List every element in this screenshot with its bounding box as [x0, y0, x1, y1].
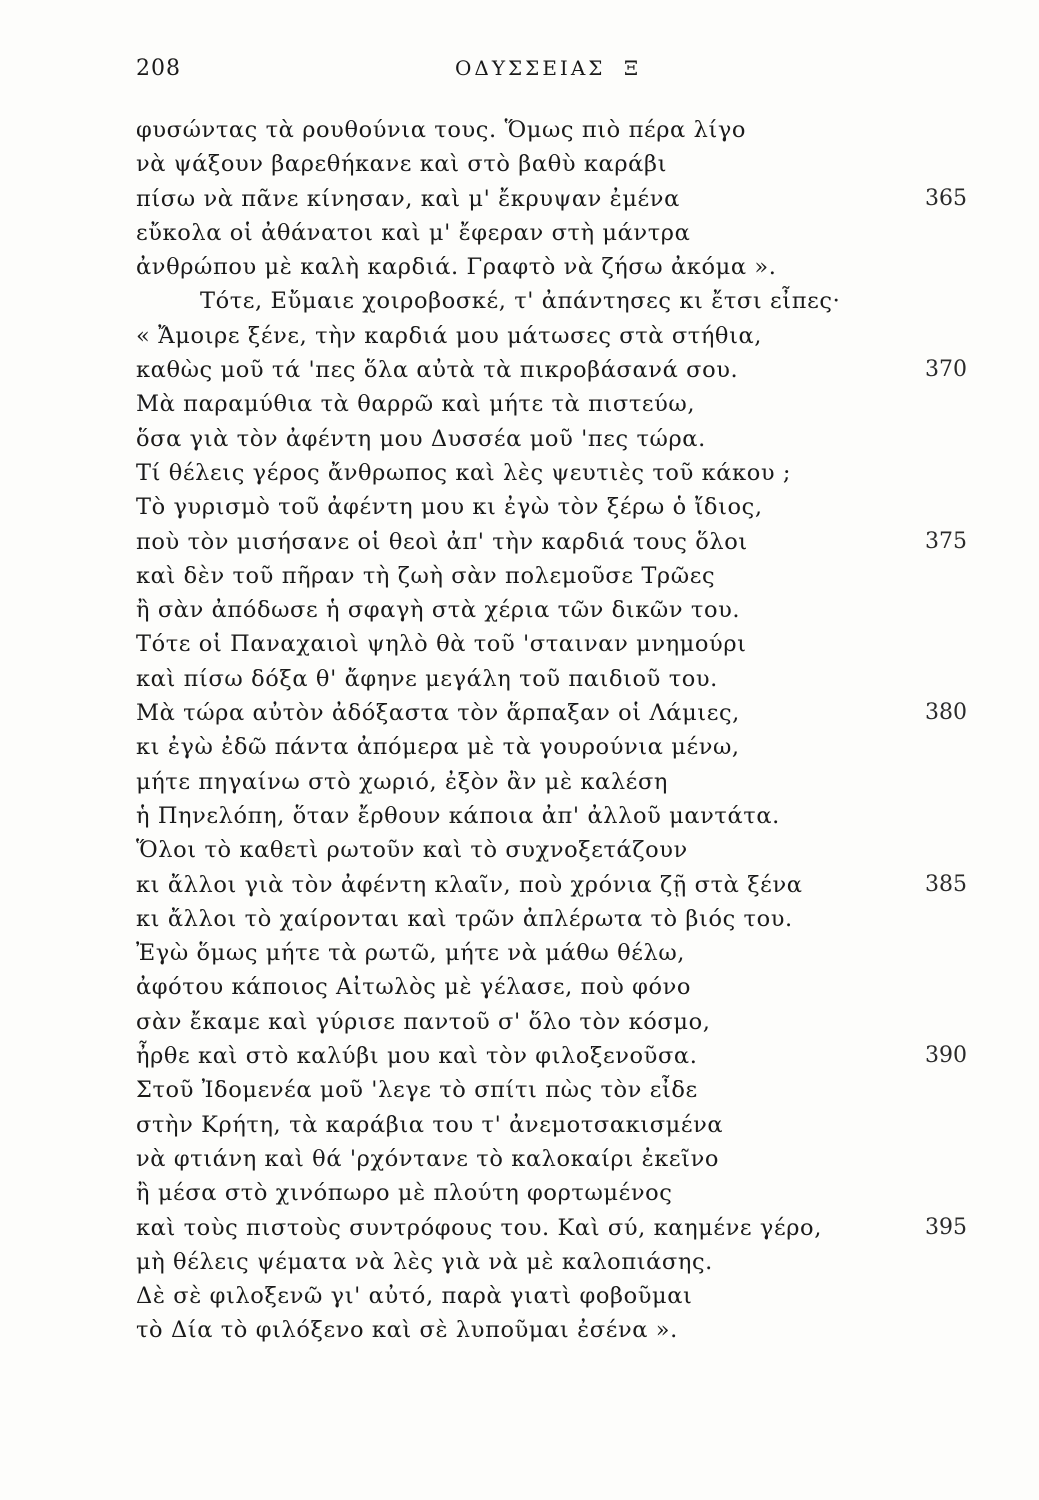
- verse-text: Μὰ τώρα αὐτὸν ἀδόξαστα τὸν ἅρπαξαν οἱ Λάμιες,: [136, 700, 740, 727]
- verse-text: ἦρθε καὶ στὸ καλύβι μου καὶ τὸν φιλοξενοῦσα.: [136, 1043, 698, 1070]
- verse-text: Ἐγὼ ὅμως μήτε τὰ ρωτῶ, μήτε νὰ μάθω θέλω,: [136, 940, 686, 967]
- verse-line: [0, 559, 1039, 593]
- verse-text: σὰν ἔκαμε καὶ γύρισε παντοῦ σ' ὅλο τὸν κόσμο,: [136, 1008, 711, 1035]
- verse-line: [0, 525, 1039, 559]
- verse-line: [0, 730, 1039, 764]
- verse-text: ποὺ τὸν μισήσανε οἱ θεοὶ ἀπ' τὴν καρδιά τους ὅλοι: [136, 528, 748, 555]
- line-number: 385: [925, 871, 967, 897]
- line-number: 365: [925, 185, 967, 211]
- verse-text: στὴν Κρήτη, τὰ καράβια του τ' ἀνεμοτσακισμένα: [136, 1111, 724, 1138]
- verse-line: [0, 387, 1039, 421]
- verse-line: [0, 1245, 1039, 1279]
- verse-line: [0, 422, 1039, 456]
- verse-line: [0, 216, 1039, 250]
- verse-line: [0, 1039, 1039, 1073]
- verse-line: [0, 1211, 1039, 1245]
- verse-text: ἀνθρώπου μὲ καλὴ καρδιά. Γραφτὸ νὰ ζήσω ἀκόμα ».: [136, 254, 777, 281]
- verse-line: [0, 490, 1039, 524]
- verse-text: Τὸ γυρισμὸ τοῦ ἀφέντη μου κι ἐγὼ τὸν ξέρω ὁ ἴδιος,: [136, 494, 763, 521]
- verse-line: [0, 627, 1039, 661]
- verse-line: [0, 147, 1039, 181]
- verse-text: νὰ ψάξουν βαρεθήκανε καὶ στὸ βαθὺ καράβι: [136, 151, 667, 178]
- verse-block: [0, 113, 1039, 1348]
- line-number: 390: [925, 1043, 967, 1069]
- verse-text: καὶ τοὺς πιστοὺς συντρόφους του. Καὶ σύ, καημένε γέρο,: [136, 1214, 822, 1241]
- verse-line: [0, 662, 1039, 696]
- verse-text: Τί θέλεις γέρος ἄνθρωπος καὶ λὲς ψευτιὲς τοῦ κάκου ;: [136, 459, 792, 486]
- verse-line: [0, 250, 1039, 284]
- verse-line: [0, 284, 1039, 318]
- verse-line: [0, 936, 1039, 970]
- verse-text: Μὰ παραμύθια τὰ θαρρῶ καὶ μήτε τὰ πιστεύω,: [136, 391, 696, 418]
- verse-text: κι ἄλλοι γιὰ τὸν ἀφέντη κλαῖν, ποὺ χρόνια ζῇ στὰ ξένα: [136, 871, 803, 898]
- running-title: ΟΔΥΣΣΕΙΑΣ: [455, 56, 606, 80]
- verse-text: « Ἄμοιρε ξένε, τὴν καρδιά μου μάτωσες στὰ στήθια,: [136, 322, 763, 349]
- verse-text: Τότε οἱ Παναχαιοὶ ψηλὸ θὰ τοῦ 'σταιναν μνημούρι: [136, 631, 747, 658]
- verse-text: πίσω νὰ πᾶνε κίνησαν, καὶ μ' ἔκρυψαν ἐμένα: [136, 185, 680, 212]
- verse-text: ἢ μέσα στὸ χινόπωρο μὲ πλούτη φορτωμένος: [136, 1180, 673, 1207]
- verse-text: μήτε πηγαίνω στὸ χωριό, ἐξὸν ἂν μὲ καλέση: [136, 768, 668, 795]
- verse-line: [0, 970, 1039, 1004]
- verse-text: μὴ θέλεις ψέματα νὰ λὲς γιὰ νὰ μὲ καλοπιάσης.: [136, 1248, 713, 1275]
- verse-text: εὔκολα οἱ ἀθάνατοι καὶ μ' ἔφεραν στὴ μάντρα: [136, 219, 691, 246]
- verse-text: νὰ φτιάνη καὶ θά 'ρχόντανε τὸ καλοκαίρι ἐκεῖνο: [136, 1145, 720, 1172]
- verse-line: [0, 1176, 1039, 1210]
- verse-text: ὅσα γιὰ τὸν ἀφέντη μου Δυσσέα μοῦ 'πες τώρα.: [136, 425, 706, 452]
- verse-text: κι ἄλλοι τὸ χαίρονται καὶ τρῶν ἀπλέρωτα τὸ βιός του.: [136, 905, 793, 932]
- verse-text: Τότε, Εὔμαιε χοιροβοσκέ, τ' ἀπάντησες κι ἔτσι εἶπες·: [200, 288, 841, 315]
- line-number: 375: [925, 528, 967, 554]
- verse-line: [0, 765, 1039, 799]
- verse-line: [0, 353, 1039, 387]
- verse-line: [0, 1313, 1039, 1347]
- verse-text: Ὅλοι τὸ καθετὶ ρωτοῦν καὶ τὸ συχνοξετάζουν: [136, 837, 688, 864]
- verse-text: Δὲ σὲ φιλοξενῶ γι' αὐτό, παρὰ γιατὶ φοβοῦμαι: [136, 1283, 693, 1310]
- verse-line: [0, 1073, 1039, 1107]
- verse-text: τὸ Δία τὸ φιλόξενο καὶ σὲ λυποῦμαι ἐσένα ».: [136, 1317, 678, 1344]
- verse-line: [0, 868, 1039, 902]
- page-number: 208: [136, 56, 181, 81]
- verse-line: [0, 593, 1039, 627]
- verse-line: [0, 456, 1039, 490]
- verse-text: καὶ δὲν τοῦ πῆραν τὴ ζωὴ σὰν πολεμοῦσε Τρῶες: [136, 562, 716, 589]
- verse-line: [0, 113, 1039, 147]
- verse-text: ἀφότου κάποιος Αἰτωλὸς μὲ γέλασε, ποὺ φόνο: [136, 974, 692, 1001]
- page-header: [0, 56, 1039, 90]
- verse-text: Στοῦ Ἰδομενέα μοῦ 'λεγε τὸ σπίτι πὼς τὸν εἶδε: [136, 1077, 698, 1104]
- verse-line: [0, 1142, 1039, 1176]
- verse-line: [0, 696, 1039, 730]
- verse-line: [0, 1005, 1039, 1039]
- verse-line: [0, 902, 1039, 936]
- line-number: 395: [925, 1214, 967, 1240]
- verse-text: καὶ πίσω δόξα θ' ἄφηνε μεγάλη τοῦ παιδιοῦ του.: [136, 665, 718, 692]
- verse-text: καθὼς μοῦ τά 'πες ὅλα αὐτὰ τὰ πικροβάσανά σου.: [136, 357, 739, 384]
- verse-line: [0, 799, 1039, 833]
- verse-line: [0, 1108, 1039, 1142]
- verse-line: [0, 182, 1039, 216]
- line-number: 380: [925, 700, 967, 726]
- verse-line: [0, 1279, 1039, 1313]
- verse-text: κι ἐγὼ ἐδῶ πάντα ἀπόμερα μὲ τὰ γουρούνια μένω,: [136, 734, 740, 761]
- book-letter: Ξ: [624, 56, 639, 80]
- line-number: 370: [925, 357, 967, 383]
- verse-line: [0, 833, 1039, 867]
- verse-text: ἢ σὰν ἀπόδωσε ἡ σφαγὴ στὰ χέρια τῶν δικῶν του.: [136, 597, 741, 624]
- verse-text: ἡ Πηνελόπη, ὅταν ἔρθουν κάποια ἀπ' ἀλλοῦ μαντάτα.: [136, 802, 780, 829]
- verse-line: [0, 319, 1039, 353]
- verse-text: φυσώντας τὰ ρουθούνια τους. Ὅμως πιὸ πέρα λίγο: [136, 117, 747, 143]
